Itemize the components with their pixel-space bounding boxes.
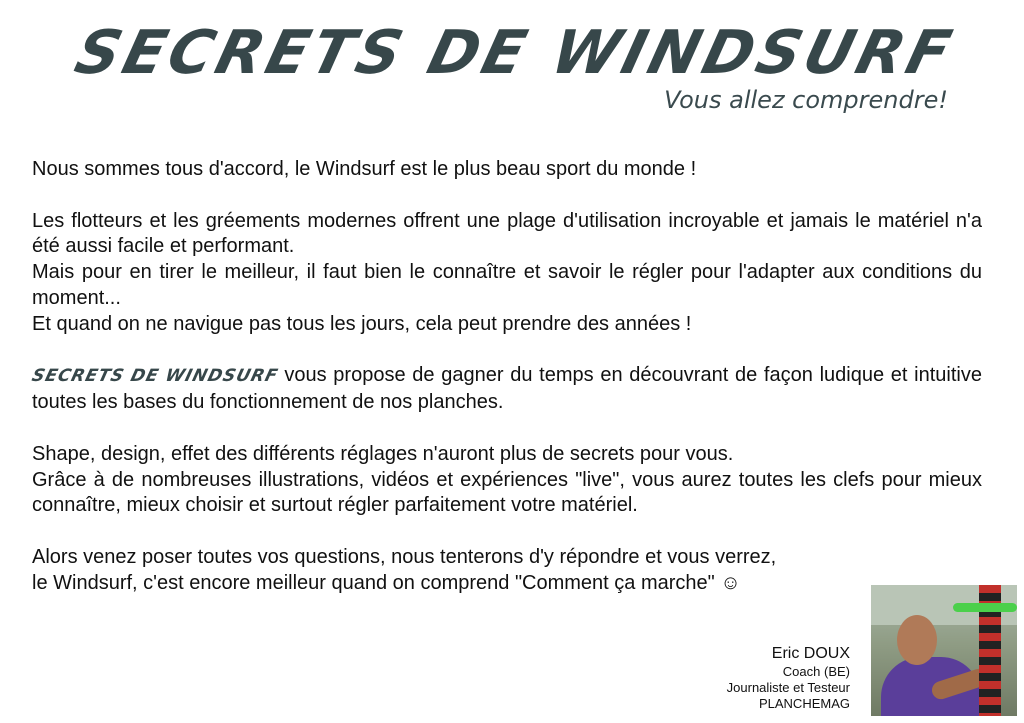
tagline: Vous allez comprendre! (664, 86, 948, 114)
author-role-coach: Coach (BE) (782, 664, 850, 679)
paragraph-4-line-1: Shape, design, effet des différents réglages n'auront plus de secrets pour vous. (32, 442, 734, 465)
paragraph-5 (32, 545, 982, 597)
paragraph-5-line-1: Alors venez poser toutes vos questions, nous tenterons d'y répondre et vous verrez, (32, 545, 777, 568)
author-photo (871, 585, 1017, 716)
paragraph-3-text: vous propose de gagner du temps en découvrant de façon ludique et intuitive toutes les bases du fonctionnement de nos planches. (32, 364, 982, 414)
paragraph-2-line-1: Les flotteurs et les gréements modernes offrent une plage d'utilisation incroyable et jamais le matériel n'a été aussi facile et performant. (32, 209, 982, 258)
paragraph-4-line-2: Grâce à de nombreuses illustrations, vidéos et expériences "live", vous aurez toutes les clefs pour mieux connaître, mieux choisir et surtout régler parfaitement votre matériel. (32, 468, 982, 517)
paragraph-3 (29, 363, 982, 416)
paragraph-1-text: Nous sommes tous d'accord, le Windsurf est le plus beau sport du monde ! (32, 158, 697, 180)
author-role-journalist: Journaliste et Testeur (726, 680, 850, 695)
paragraph-4 (32, 442, 982, 519)
paragraph-5-line-2: le Windsurf, c'est encore meilleur quand on comprend "Comment ça marche" ☺ (32, 571, 741, 594)
author-name: Eric DOUX (771, 645, 850, 662)
paragraph-2 (32, 209, 982, 338)
site-logo: SECRETS DE WINDSURF (68, 18, 962, 88)
author-organization: PLANCHEMAG (758, 696, 850, 711)
signature (727, 644, 850, 712)
intro-text (29, 157, 982, 622)
photo-boom (953, 603, 1017, 612)
paragraph-2-line-3: Et quand on ne navigue pas tous les jours, cela peut prendre des années ! (32, 312, 692, 335)
photo-head (897, 615, 937, 665)
inline-logo: SECRETS DE WINDSURF (29, 366, 281, 387)
paragraph-2-line-2: Mais pour en tirer le meilleur, il faut bien le connaître et savoir le régler pour l'adapter aux conditions du moment... (32, 261, 982, 309)
paragraph-1 (32, 157, 982, 183)
